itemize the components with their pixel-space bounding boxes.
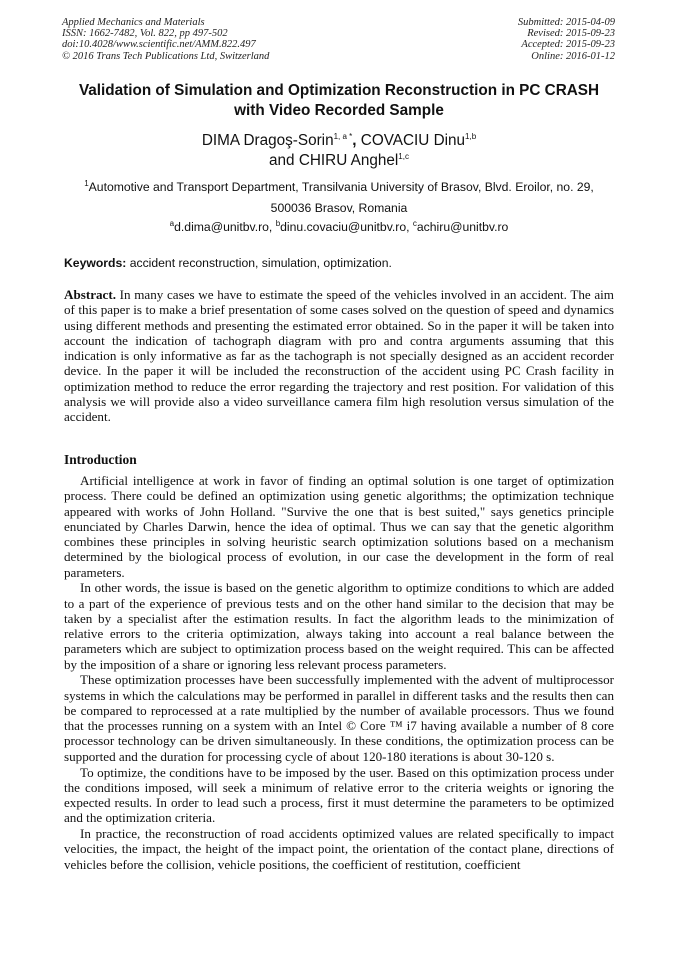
date-submitted: Submitted: 2015-04-09 (517, 17, 615, 28)
author-name: CHIRU Anghel (298, 152, 399, 169)
author-superscript: 1, a * (333, 131, 353, 141)
email-superscript: a (169, 218, 175, 228)
abstract-label: Abstract. (64, 287, 116, 302)
paragraph: These optimization processes have been successfully implemented with the advent of multiprocessor systems in which the calculations may be performed in parallel in different tasks and the results then can be compared to reprocessed at a rate multiplied by the number of available processors. Thus we found that the processes running on a system with an Intel © Core ™ i7 having available a number of 8 core processor technology can be driven simultaneously. In these conditions, the optimization process can be supported and the duration for processing cycle of about 120-180 iterations is about 30-120 s. (64, 672, 614, 764)
paragraph: Artificial intelligence at work in favor of finding an optimal solution is one target of optimization process. There could be defined an optimization using genetic algorithms; the optimization technique appeared with works of John Holland. "Survive the one that is best suited," says genetics principle enunciated by Charles Darwin, hence the idea of optimal. Thus we can say that the genetic algorithm combines these principles in solving heuristic search optimization solutions based on a mechanism determined by the biological process of evolution, in our case the development in the form of real parameters. (64, 473, 614, 580)
author-name: DIMA Dragoş-Sorin (201, 132, 334, 149)
keywords (64, 255, 392, 271)
author-name: COVACIU Dinu (360, 132, 466, 149)
journal-name: Applied Mechanics and Materials (62, 17, 205, 28)
keywords-label: Keywords: (64, 256, 127, 270)
email-address: achiru@unitbv.ro (416, 220, 509, 234)
journal-info (62, 17, 269, 62)
keywords-text: accident reconstruction, simulation, optimization. (126, 256, 392, 270)
email-address: dinu.covaciu@unitbv.ro, (280, 220, 413, 234)
abstract (64, 287, 614, 424)
affiliation-line-1 (40, 177, 638, 198)
abstract-text: In many cases we have to estimate the speed of the vehicles involved in an accident. The aim of this paper is to make a brief presentation of some cases solved on the question of speed and dynamics using different methods and presenting the estimated error obtained. So in the paper it will be taken into account the indication of tachograph diagram with pro and contra arguments assuming that this indication is only informative as far as the tachograph is not specially designed as an accident recorder device. In the paper it will be included the reconstruction of the accident using PC Crash facility in optimization method to reduce the error regarding the trajectory and rest position. For validation of this analysis we will provide also a video surveillance camera film high resolution versus simulation of the accident. (64, 287, 614, 424)
journal-issn: ISSN: 1662-7482, Vol. 822, pp 497-502 (62, 28, 228, 40)
paper-title (40, 81, 638, 121)
author-emails (40, 219, 638, 235)
paper-title-line-1: Validation of Simulation and Optimization Reconstruction in PC CRASH (78, 82, 600, 99)
introduction-body (64, 473, 614, 872)
author-line-1 (40, 131, 638, 151)
author-superscript: 1,b (465, 131, 477, 141)
email-superscript: c (412, 218, 417, 228)
paragraph: In other words, the issue is based on the genetic algorithm to optimize conditions to which are added to a part of the experience of previous tests and on the other hand similar to the decision that may be taken by a specialist after the estimation results. In fact the algorithm leads to the minimization of relative errors to the criteria optimization, always taking into account a real balance between the parameters which are subject to optimization process based on the weight required. This can be affected by the imposition of a share or ignoring less relevant process parameters. (64, 580, 614, 672)
journal-doi: doi:10.4028/www.scientific.net/AMM.822.497 (62, 39, 256, 51)
affiliation-superscript: 1 (84, 178, 89, 188)
journal-copyright: © 2016 Trans Tech Publications Ltd, Switzerland (62, 50, 270, 62)
author-separator: , (352, 132, 361, 149)
paragraph: To optimize, the conditions have to be imposed by the user. Based on this optimization process under the conditions imposed, will seek a minimum of relative error to the criteria weights or ignoring the expected results. In order to lead such a process, first it must determine the parameters to be optimized and the optimization criteria. (64, 764, 614, 826)
paper-title-line-2: with Video Recorded Sample (234, 102, 444, 119)
affiliation-line-2: 500036 Brasov, Romania (270, 201, 408, 215)
publication-dates (518, 17, 615, 62)
author-line-2 (40, 151, 638, 171)
author-superscript: 1,c (398, 151, 409, 161)
email-superscript: b (275, 218, 281, 228)
affiliation (40, 177, 638, 219)
author-conjunction: and (269, 152, 299, 169)
email-address: d.dima@unitbv.ro, (174, 220, 276, 234)
paragraph: In practice, the reconstruction of road accidents optimized values are related specifically to impact velocities, the impact, the height of the impact point, the orientation of the contact plane, directions of vehicles before the collision, vehicle positions, the coefficient of restitution, coefficient (64, 826, 614, 872)
author-list (40, 131, 638, 171)
date-online: Online: 2016-01-12 (531, 50, 615, 62)
date-revised: Revised: 2015-09-23 (527, 28, 615, 40)
section-heading-introduction: Introduction (64, 452, 137, 467)
affiliation-text: Automotive and Transport Department, Transilvania University of Brasov, Blvd. Eroilor, no. 29, (88, 180, 594, 194)
date-accepted: Accepted: 2015-09-23 (521, 39, 615, 51)
